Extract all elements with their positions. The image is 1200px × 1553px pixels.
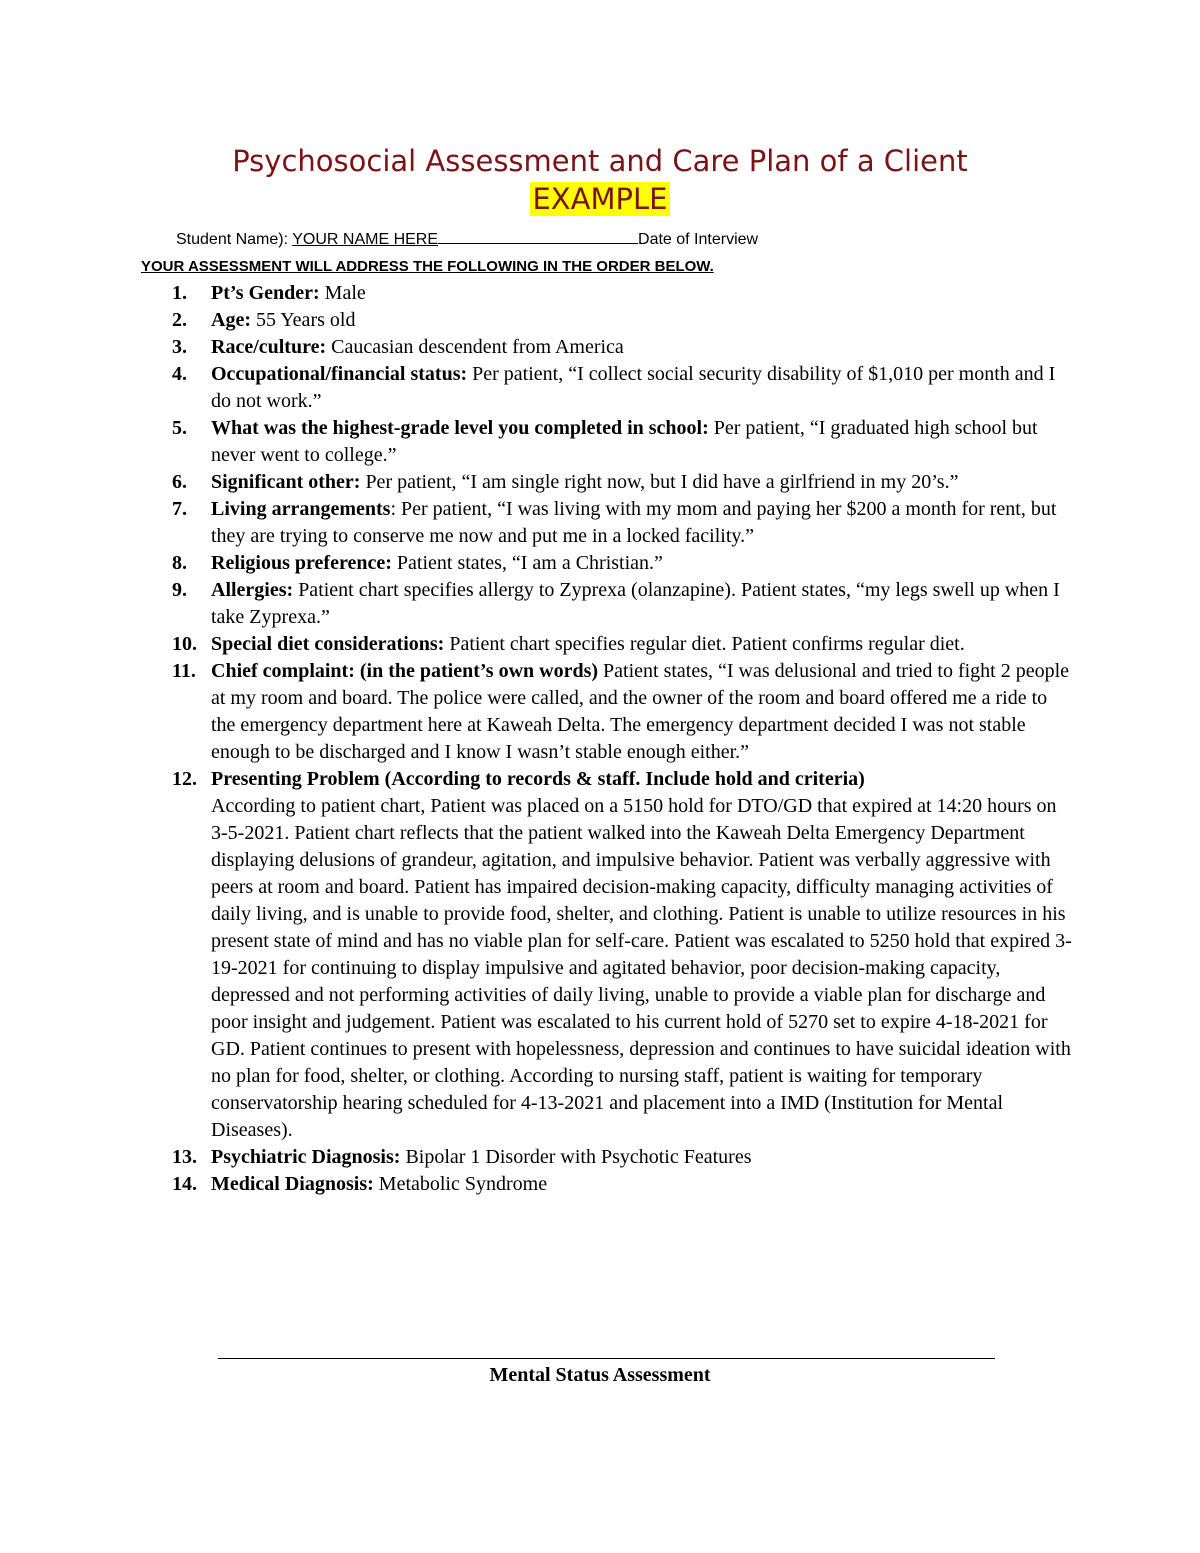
assessment-list bbox=[172, 280, 1072, 1198]
list-item: 14. Medical Diagnosis: Metabolic Syndrome bbox=[172, 1173, 548, 1195]
student-name-value: YOUR NAME HERE bbox=[292, 231, 439, 248]
list-item: 3. Race/culture: Caucasian descendent from America bbox=[172, 336, 624, 358]
section-divider bbox=[218, 1358, 995, 1359]
list-item: 8. Religious preference: Patient states, “I am a Christian.” bbox=[172, 552, 663, 574]
student-name-blank bbox=[438, 230, 638, 244]
list-item: 12. Presenting Problem (According to records & staff. Include hold and criteria) According to patient chart, Patient was placed on a 5150 hold for DTO/GD that expired at 14:20 hours on 3-5-2021. Patient chart reflects that the patient walked into the Kaweah Delta Emergency Department displaying delusions of grandeur, agitation, and impulsive behavior. Patient was verbally aggressive with peers at room and board. Patient has impaired decision-making capacity, difficulty managing activities of daily living, and is unable to provide food, shelter, and clothing. Patient is unable to utilize resources in his present state of mind and has no viable plan for self-care. Patient was escalated to 5250 hold that expired 3-19-2021 for continuing to display impulsive and agitated behavior, poor decision-making capacity, depressed and not performing activities of daily living, unable to provide a viable plan for discharge and poor insight and judgement. Patient was escalated to his current hold of 5270 set to expire 4-18-2021 for GD. Patient continues to present with hopelessness, depression and continues to have suicidal ideation with no plan for food, shelter, or clothing. According to nursing staff, patient is waiting for temporary conservatorship hearing scheduled for 4-13-2021 and placement into a IMD (Institution for Mental Diseases). bbox=[172, 768, 1072, 1141]
list-item: 6. Significant other: Per patient, “I am single right now, but I did have a girlfriend in my 20’s.” bbox=[172, 471, 959, 493]
title-line-1: Psychosocial Assessment and Care Plan of a Client bbox=[232, 144, 968, 178]
mental-status-heading: Mental Status Assessment bbox=[489, 1364, 711, 1386]
list-item: 7. Living arrangements: Per patient, “I was living with my mom and paying her $200 a month for rent, but they are trying to conserve me now and put me in a locked facility.” bbox=[172, 498, 1057, 547]
date-of-interview-label: Date of Interview bbox=[638, 231, 759, 248]
list-item: 9. Allergies: Patient chart specifies allergy to Zyprexa (olanzapine). Patient states, “my legs swell up when I take Zyprexa.” bbox=[172, 579, 1060, 628]
title-example-highlight: EXAMPLE bbox=[532, 182, 668, 216]
assessment-instruction: YOUR ASSESSMENT WILL ADDRESS THE FOLLOWING IN THE ORDER BELOW. bbox=[141, 258, 714, 275]
list-item: 11. Chief complaint: (in the patient’s own words) Patient states, “I was delusional and tried to fight 2 people at my room and board. The police were called, and the owner of the room and board offered me a ride to the emergency department here at Kaweah Delta. The emergency department decided I was not stable enough to be discharged and I know I wasn’t stable enough either.” bbox=[172, 660, 1070, 763]
page-title bbox=[0, 142, 1200, 218]
student-name-label: Student Name): bbox=[176, 231, 289, 248]
list-item: 1. Pt’s Gender: Male bbox=[172, 282, 366, 304]
list-item: 2. Age: 55 Years old bbox=[172, 309, 356, 331]
list-item: 5. What was the highest-grade level you completed in school: Per patient, “I graduated high school but never went to college.” bbox=[172, 417, 1038, 466]
student-name-line bbox=[176, 230, 758, 249]
list-item: 13. Psychiatric Diagnosis: Bipolar 1 Disorder with Psychotic Features bbox=[172, 1146, 752, 1168]
list-item: 10. Special diet considerations: Patient chart specifies regular diet. Patient confirms regular diet. bbox=[172, 633, 965, 655]
list-item: 4. Occupational/financial status: Per patient, “I collect social security disability of $1,010 per month and I do not work.” bbox=[172, 363, 1056, 412]
